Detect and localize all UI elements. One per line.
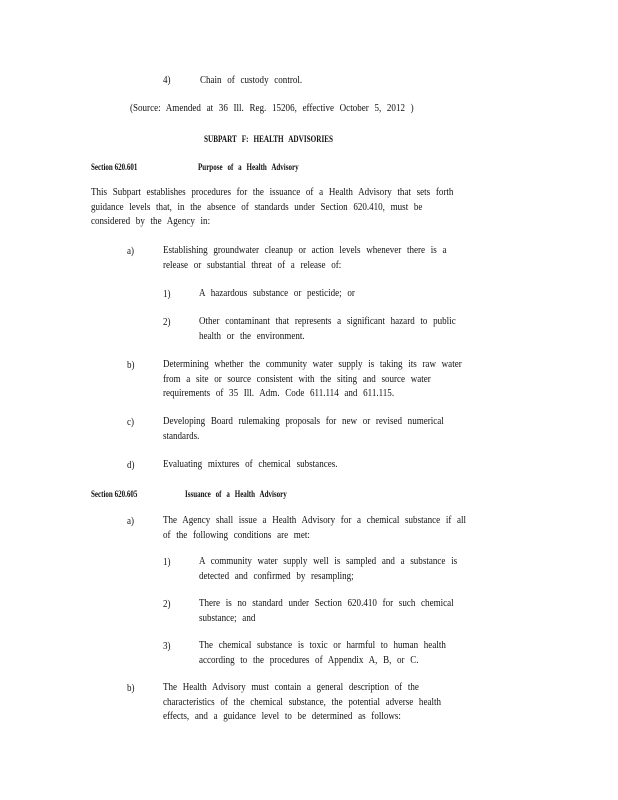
item-number: a) [127,516,135,527]
list-item [163,244,446,273]
list-item [163,514,466,543]
item-line: of the following conditions are met: [163,529,310,541]
intro-line: This Subpart establishes procedures for the issuance of a Health Advisory that sets forth [91,187,454,198]
item-line: detected and confirmed by resampling; [199,570,354,582]
list-item [199,555,457,584]
item-number: 3) [163,641,171,652]
list-item [163,681,441,725]
item-text: Chain of custody control. [200,75,303,86]
item-line: standards. [163,430,200,442]
item-line: The Agency shall issue a Health Advisory for a chemical substance if all [163,515,467,526]
source-note: (Source: Amended at 36 Ill. Reg. 15206, effective October 5, 2012 ) [130,103,414,114]
item-number: 4) [163,75,171,86]
subpart-heading: SUBPART F: HEALTH ADVISORIES [204,134,334,144]
list-item [199,315,456,344]
item-number: 1) [163,557,171,568]
section-title: Purpose of a Health Advisory [198,162,299,172]
item-line: effects, and a guidance level to be determined as follows: [163,711,401,722]
item-line: A community water supply well is sampled and a substance is [199,556,458,567]
item-line: Establishing groundwater cleanup or action levels whenever there is a [163,245,447,256]
intro-paragraph [91,186,453,230]
item-number: c) [127,417,135,428]
section-number: Section 620.601 [91,162,138,172]
item-number: b) [127,683,135,694]
item-line: characteristics of the chemical substance, the potential adverse health [163,696,441,708]
list-item [163,358,462,402]
item-line: There is no standard under Section 620.410 for such chemical [199,598,454,609]
item-number: 2) [163,317,171,328]
list-item [199,287,355,302]
intro-line: guidance levels that, in the absence of standards under Section 620.410, must be [91,201,423,213]
intro-line: considered by the Agency in: [91,216,211,227]
list-item [163,458,337,473]
item-line: according to the procedures of Appendix A, B, or C. [199,654,419,666]
item-line: Other contaminant that represents a significant hazard to public [199,316,456,327]
item-line: Evaluating mixtures of chemical substances. [163,459,338,470]
list-item [163,415,444,444]
section-title: Issuance of a Health Advisory [185,489,287,499]
item-line: The chemical substance is toxic or harmful to human health [199,640,446,651]
item-number: b) [127,360,135,371]
item-number: d) [127,460,135,471]
item-number: a) [127,246,135,257]
section-number: Section 620.605 [91,489,138,499]
item-line: substance; and [199,612,256,624]
item-line: release or substantial threat of a release of: [163,259,342,271]
item-line: Determining whether the community water supply is taking its raw water [163,359,462,370]
item-line: The Health Advisory must contain a general description of the [163,682,419,693]
item-line: A hazardous substance or pesticide; or [199,288,355,299]
item-number: 1) [163,289,171,300]
item-line: from a site or source consistent with the siting and source water [163,373,431,385]
list-item [199,639,446,668]
item-line: health or the environment. [199,330,305,342]
item-line: Developing Board rulemaking proposals for new or revised numerical [163,416,444,427]
item-number: 2) [163,599,171,610]
item-line: requirements of 35 Ill. Adm. Code 611.114 and 611.115. [163,388,395,399]
list-item [199,597,454,626]
